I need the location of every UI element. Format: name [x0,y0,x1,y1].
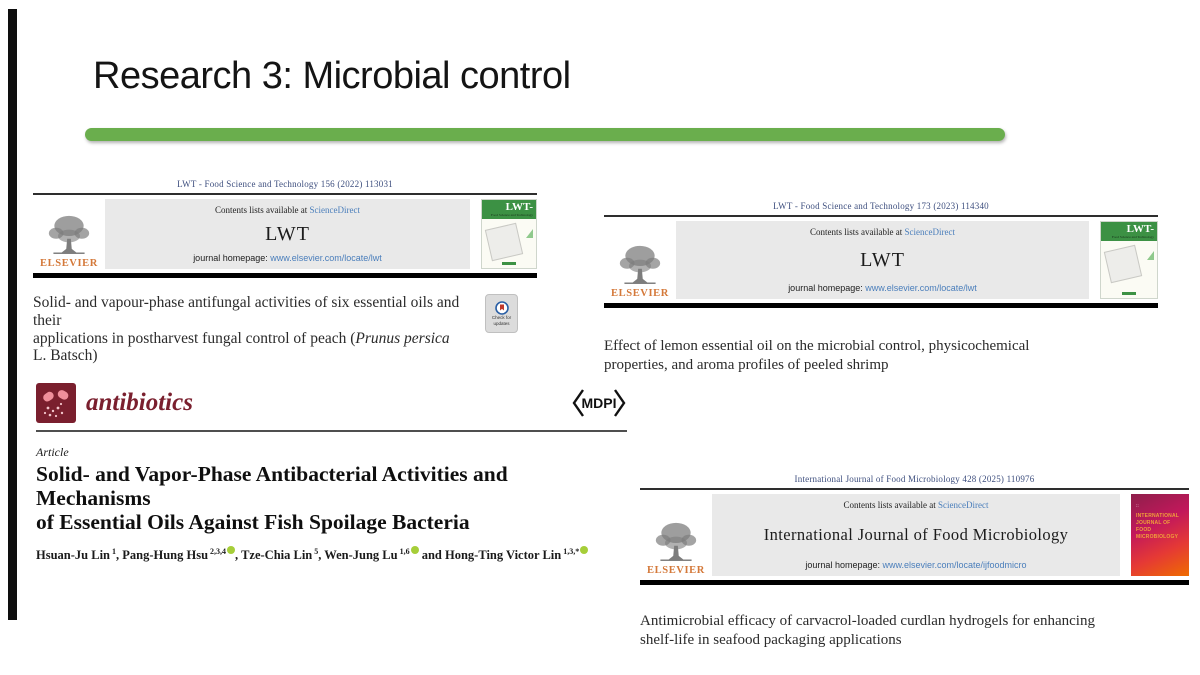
journal-banner [105,199,470,269]
author: Tze-Chia Lin $^5$, [241,547,325,563]
journal-header [604,215,1158,308]
journal-header [33,193,537,278]
article-title: Antimicrobial efficacy of carvacrol-loaded curdlan hydrogels for enhancing shelf-life in seafood packaging applications [640,613,1095,648]
lwt-cover-art [482,219,536,268]
antibiotics-logo-icon [36,383,76,423]
elsevier-tree-icon [617,244,663,288]
homepage-line: journal homepage: www.elsevier.com/locate/ijfoodmicro [805,560,1027,570]
left-accent-bar [8,9,17,620]
journal-name: International Journal of Food Microbiology [763,525,1069,544]
article-title: Solid- and Vapor-Phase Antibacterial Activities and Mechanisms of Essential Oils Against Fish Spoilage Bacteria [36,462,508,535]
elsevier-tree-icon [653,521,699,565]
orcid-icon[interactable] [580,546,588,554]
title-underline-bar [85,128,1005,141]
journal-ref: LWT - Food Science and Technology 156 (2022) 113031 [177,179,393,189]
journal-banner [712,494,1120,576]
elsevier-logo [604,221,676,299]
paper-antibiotics [36,383,627,563]
check-for-updates-badge[interactable] [485,294,518,333]
orcid-icon[interactable] [411,546,419,554]
article-type-label: Article [36,445,69,459]
journal-name: LWT [860,248,905,271]
journal-ref: LWT - Food Science and Technology 173 (2023) 114340 [773,201,989,211]
ijfm-cover-thumbnail: :: INTERNATIONAL JOURNAL OF FOOD MICROBIOLOGY [1131,494,1189,576]
author: Hsuan-Ju Lin $^1$, [36,547,123,563]
divider-rule [36,430,627,432]
sciencedirect-link[interactable]: ScienceDirect [904,227,955,237]
lwt-cover-header: LWT- Food Science and Technology [1101,222,1157,241]
contents-line: Contents lists available at ScienceDirect [843,500,989,510]
homepage-link[interactable]: www.elsevier.com/locate/lwt [865,283,977,293]
lwt-cover-thumbnail [481,199,537,269]
author: Wen-Jung Lu $^{1,6}$ and [324,547,445,563]
homepage-link[interactable]: www.elsevier.com/locate/lwt [270,253,382,263]
check-badge-label: Check for updates [491,314,512,326]
paper-lwt-2023 [604,201,1158,375]
elsevier-tree-icon [46,214,92,258]
homepage-link[interactable]: www.elsevier.com/locate/ijfoodmicro [882,560,1027,570]
sciencedirect-link[interactable]: ScienceDirect [938,500,989,510]
lwt-cover-header: LWT- Food Science and Technology [482,200,536,219]
author: Hong-Ting Victor Lin $^{1,3,*}$ [445,548,588,562]
author-line [36,546,627,563]
elsevier-wordmark: ELSEVIER [40,258,98,269]
mdpi-logo [571,388,627,418]
journal-name: LWT [265,222,310,245]
elsevier-wordmark: ELSEVIER [647,565,705,576]
contents-line: Contents lists available at ScienceDirect [810,227,955,237]
cover-deco: :: [1136,504,1139,509]
lwt-cover-thumbnail [1100,221,1158,299]
homepage-line: journal homepage: www.elsevier.com/locate/lwt [788,283,977,293]
homepage-line: journal homepage: www.elsevier.com/locate/lwt [193,253,382,263]
elsevier-wordmark: ELSEVIER [611,288,669,299]
sciencedirect-link[interactable]: ScienceDirect [309,205,360,215]
antibiotics-wordmark: antibiotics [86,389,193,416]
article-title: Solid- and vapour-phase antifungal activities of six essential oils and their applications in postharvest fungal control of peach (Prunus persica L. Batsch) [33,294,460,365]
journal-ref: International Journal of Food Microbiology 428 (2025) 110976 [794,474,1035,484]
journal-header [640,488,1189,585]
lwt-cover-art [1101,241,1157,298]
orcid-icon[interactable] [227,546,235,554]
paper-ijfm-2025 [640,474,1189,650]
svg-text:MDPI: MDPI [581,395,617,411]
contents-line: Contents lists available at ScienceDirect [215,205,360,215]
elsevier-logo [33,199,105,269]
crossmark-icon [495,301,509,315]
elsevier-logo [640,494,712,576]
journal-banner [676,221,1089,299]
article-title: Effect of lemon essential oil on the microbial control, physicochemical properties, and aroma profiles of peeled shrimp [604,338,1030,373]
paper-lwt-2022 [33,179,537,365]
author: Pang-Hung Hsu $^{2,3,4}$ , [122,547,242,563]
slide-title: Research 3: Microbial control [93,55,571,97]
